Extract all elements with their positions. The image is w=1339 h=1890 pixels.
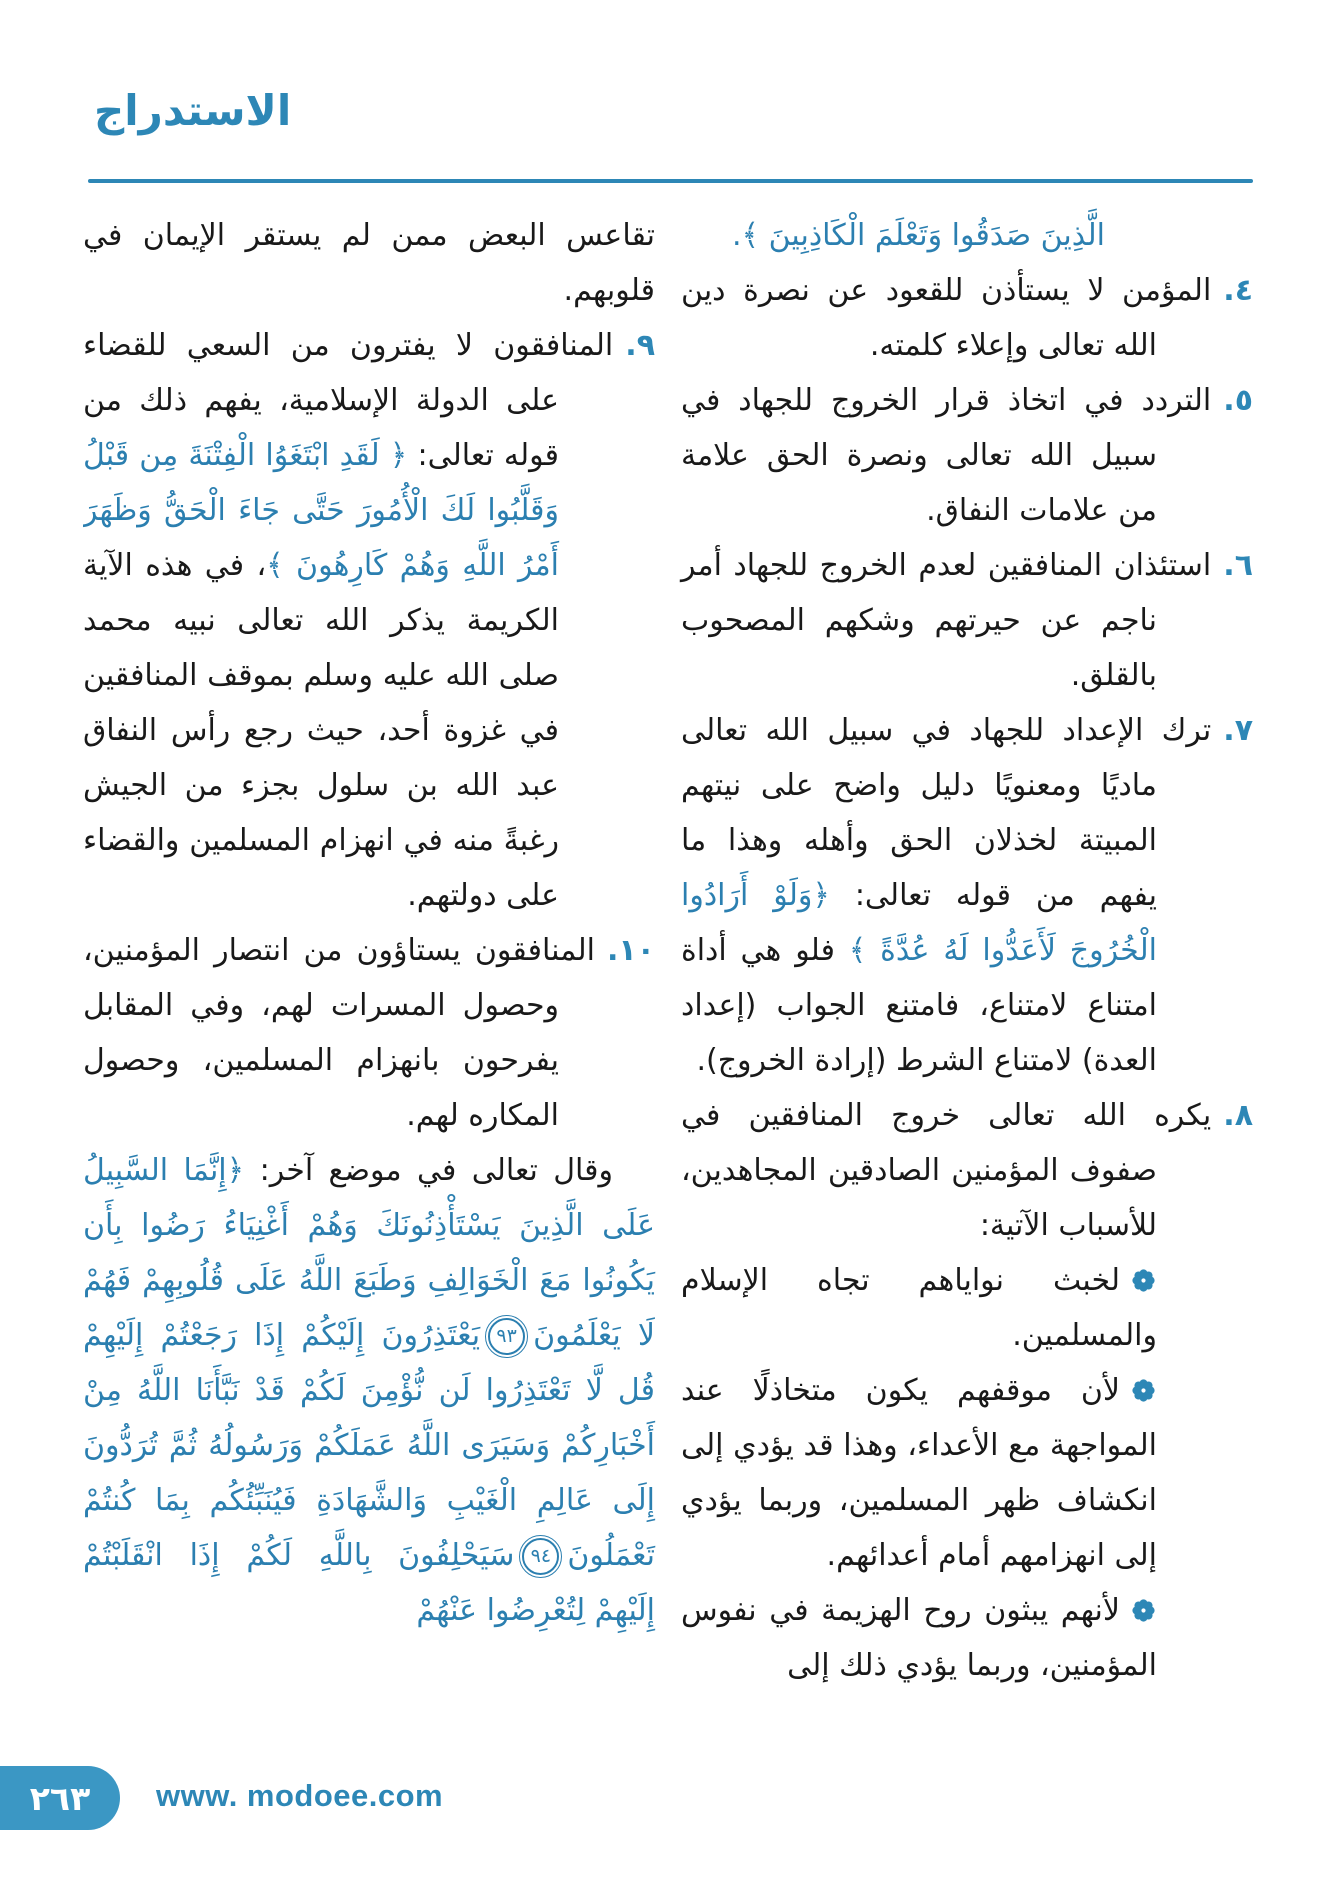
aya-number-medallion: ٩٣ bbox=[488, 1318, 525, 1355]
item-number: ٦. bbox=[1223, 548, 1253, 583]
numbered-item bbox=[681, 538, 1253, 703]
numbered-item bbox=[83, 923, 655, 1143]
quran-verse-segment: ﴿ لَقَدِ ابْتَغَوُا الْفِتْنَةَ مِن قَبْلُ وَقَلَّبُوا لَكَ الْأُمُورَ حَتَّى جَاءَ الْحَقُّ وَظَهَرَ أَمْرُ اللَّهِ وَهُمْ كَارِهُونَ ﴾ bbox=[83, 438, 559, 583]
aya-number-medallion: ٩٤ bbox=[522, 1538, 559, 1575]
verse-line bbox=[681, 208, 1253, 263]
body-text-segment: تقاعس البعض ممن لم يستقر الإيمان في قلوبهم. bbox=[83, 218, 655, 308]
body-text-segment: لأنهم يبثون روح الهزيمة في نفوس المؤمنين، وربما يؤدي ذلك إلى bbox=[681, 1593, 1157, 1683]
quran-verse-segment: ﴿وَلَوْ أَرَادُوا الْخُرُوجَ لَأَعَدُّوا لَهُ عُدَّةً ﴾ bbox=[681, 878, 1158, 968]
item-number: ٨. bbox=[1223, 1098, 1253, 1133]
bullet-item bbox=[681, 1253, 1253, 1363]
body-text-segment: لأن موقفهم يكون متخاذلًا عند المواجهة مع الأعداء، وهذا قد يؤدي إلى انكشاف ظهر المسلمين، وربما يؤدي إلى انهزامهم أمام أعدائهم. bbox=[681, 1373, 1157, 1573]
numbered-item bbox=[681, 373, 1253, 538]
item-number: ٤. bbox=[1223, 273, 1253, 308]
item-number: ١٠. bbox=[606, 933, 655, 968]
body-text-segment: ترك الإعداد للجهاد في سبيل الله تعالى ماديًا ومعنويًا دليل واضح على نيتهم المبيتة لخذلان الحق وأهله وهذا ما يفهم من قوله تعالى: bbox=[681, 713, 1212, 913]
quran-verse-segment: سَيَحْلِفُونَ بِاللَّهِ لَكُمْ إِذَا انْقَلَبْتُمْ إِلَيْهِمْ لِتُعْرِضُوا عَنْهُمْ bbox=[83, 1538, 655, 1628]
body-text-segment: لخبث نواياهم تجاه الإسلام والمسلمين. bbox=[681, 1263, 1157, 1353]
numbered-item bbox=[681, 703, 1253, 1088]
quran-verse-segment: يَعْتَذِرُونَ إِلَيْكُمْ إِذَا رَجَعْتُمْ إِلَيْهِمْ قُل لَّا تَعْتَذِرُوا لَن نُّؤْمِنَ لَكُمْ قَدْ نَبَّأَنَا اللَّهُ مِنْ أَخْبَارِكُمْ وَسَيَرَى اللَّهُ عَمَلَكُمْ وَرَسُولُهُ ثُمَّ تُرَدُّونَ إِلَى عَالِمِ الْغَيْبِ وَالشَّهَادَةِ فَيُنَبِّئُكُم بِمَا كُنتُمْ تَعْمَلُونَ bbox=[83, 1318, 655, 1573]
body-text-segment: المؤمن لا يستأذن للقعود عن نصرة دين الله تعالى وإعلاء كلمته. bbox=[681, 273, 1212, 363]
body-text-segment: التردد في اتخاذ قرار الخروج للجهاد في سبيل الله تعالى ونصرة الحق علامة من علامات النفاق. bbox=[681, 383, 1212, 528]
two-column-text-area bbox=[83, 208, 1253, 1760]
body-text-segment: وقال تعالى في موضع آخر: bbox=[244, 1153, 613, 1188]
body-text-segment: المنافقون لا يفترون من السعي للقضاء على الدولة الإسلامية، يفهم ذلك من قوله تعالى: bbox=[83, 328, 614, 473]
body-text-segment: ، في هذه الآية الكريمة يذكر الله تعالى نبيه محمد صلى الله عليه وسلم بموقف المنافقين في غزوة أحد، حيث رجع رأس النفاق عبد الله بن سلول بجزء من الجيش رغبةً منه في انهزام المسلمين والقضاء على دولتهم. bbox=[83, 548, 559, 913]
body-text-segment: فلو هي أداة امتناع لامتناع، فامتنع الجواب (إعداد العدة) لامتناع الشرط (إرادة الخروج). bbox=[681, 933, 1157, 1078]
item-number: ٥. bbox=[1223, 383, 1253, 418]
rosette-bullet-icon bbox=[1130, 1257, 1157, 1284]
column-right bbox=[681, 208, 1253, 1760]
bullet-item bbox=[681, 1583, 1253, 1693]
numbered-item bbox=[681, 263, 1253, 373]
item-number: ٧. bbox=[1223, 713, 1253, 748]
numbered-item bbox=[681, 1088, 1253, 1253]
body-text-segment: يكره الله تعالى خروج المنافقين في صفوف المؤمنين الصادقين المجاهدين، للأسباب الآتية: bbox=[681, 1098, 1212, 1243]
rosette-bullet-icon bbox=[1130, 1587, 1157, 1614]
body-text-segment: المنافقون يستاؤون من انتصار المؤمنين، وحصول المسرات لهم، وفي المقابل يفرحون بانهزام المسلمين، وحصول المكاره لهم. bbox=[83, 933, 595, 1133]
website-url: www. modoee.com bbox=[156, 1778, 444, 1813]
continuation-paragraph bbox=[83, 208, 655, 318]
numbered-item bbox=[83, 318, 655, 923]
bullet-item bbox=[681, 1363, 1253, 1583]
page-header-title: الاستدراج bbox=[94, 86, 292, 135]
rosette-bullet-icon bbox=[1130, 1367, 1157, 1394]
page-number-badge: ٢٦٣ bbox=[0, 1766, 120, 1830]
quran-verse-segment: ﴿إِنَّمَا السَّبِيلُ عَلَى الَّذِينَ يَسْتَأْذِنُونَكَ وَهُمْ أَغْنِيَاءُ رَضُوا بِأَن يَكُونُوا مَعَ الْخَوَالِفِ وَطَبَعَ اللَّهُ عَلَى قُلُوبِهِمْ فَهُمْ لَا يَعْلَمُونَ bbox=[83, 1153, 655, 1353]
column-left bbox=[83, 208, 655, 1760]
body-text-segment: استئذان المنافقين لعدم الخروج للجهاد أمر ناجم عن حيرتهم وشكهم المصحوب بالقلق. bbox=[681, 548, 1212, 693]
paragraph bbox=[83, 1143, 655, 1638]
item-number: ٩. bbox=[625, 328, 655, 363]
header-rule bbox=[88, 179, 1253, 183]
quran-verse-segment: الَّذِينَ صَدَقُوا وَتَعْلَمَ الْكَاذِبِينَ ﴾. bbox=[731, 218, 1105, 253]
